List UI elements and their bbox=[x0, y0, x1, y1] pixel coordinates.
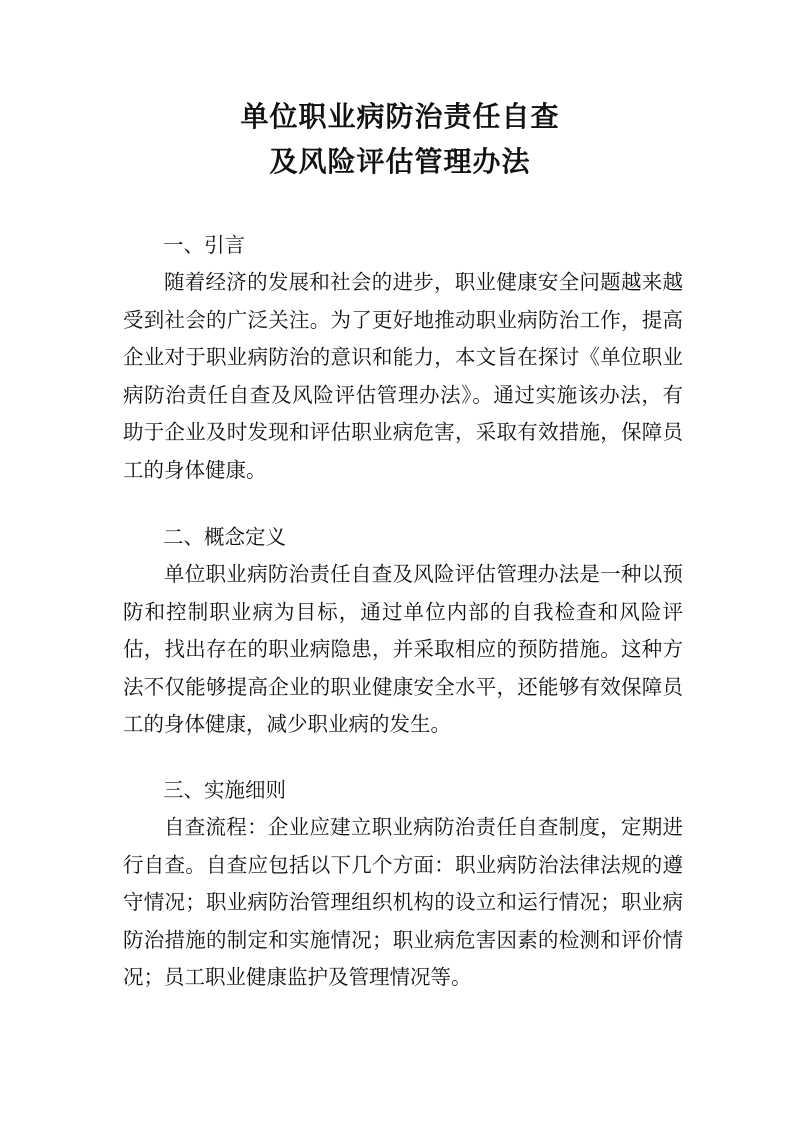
document-title-line-2: 及风险评估管理办法 bbox=[269, 145, 531, 178]
section-body-implementation bbox=[123, 809, 683, 997]
section-body-definition bbox=[123, 556, 683, 744]
paragraph-introduction: 随着经济的发展和社会的进步，职业健康安全问题越来越受到社会的广泛关注。为了更好地推动职业病防治工作，提高企业对于职业病防治的意识和能力，本文旨在探讨《单位职业病防治责任自查及风险评估管理办法》。通过实施该办法，有助于企业及时发现和评估职业病危害，采取有效措施，保障员工的身体健康。 bbox=[123, 270, 683, 482]
document-title-line-1: 单位职业病防治责任自查 bbox=[240, 100, 560, 133]
paragraph-implementation: 自查流程：企业应建立职业病防治责任自查制度，定期进行自查。自查应包括以下几个方面：职业病防治法律法规的遵守情况；职业病防治管理组织机构的设立和运行情况；职业病防治措施的制定和实施情况；职业病危害因素的检测和评价情况；员工职业健康监护及管理情况等。 bbox=[123, 815, 683, 990]
paragraph-definition: 单位职业病防治责任自查及风险评估管理办法是一种以预防和控制职业病为目标，通过单位内部的自我检查和风险评估，找出存在的职业病隐患，并采取相应的预防措施。这种方法不仅能够提高企业的职业健康安全水平，还能够有效保障员工的身体健康，减少职业病的发生。 bbox=[123, 562, 683, 737]
section-heading-implementation: 三、实施细则 bbox=[163, 778, 286, 802]
section-heading-definition: 二、概念定义 bbox=[163, 525, 286, 549]
section-body-introduction bbox=[123, 264, 683, 490]
section-heading-introduction: 一、引言 bbox=[163, 233, 245, 257]
